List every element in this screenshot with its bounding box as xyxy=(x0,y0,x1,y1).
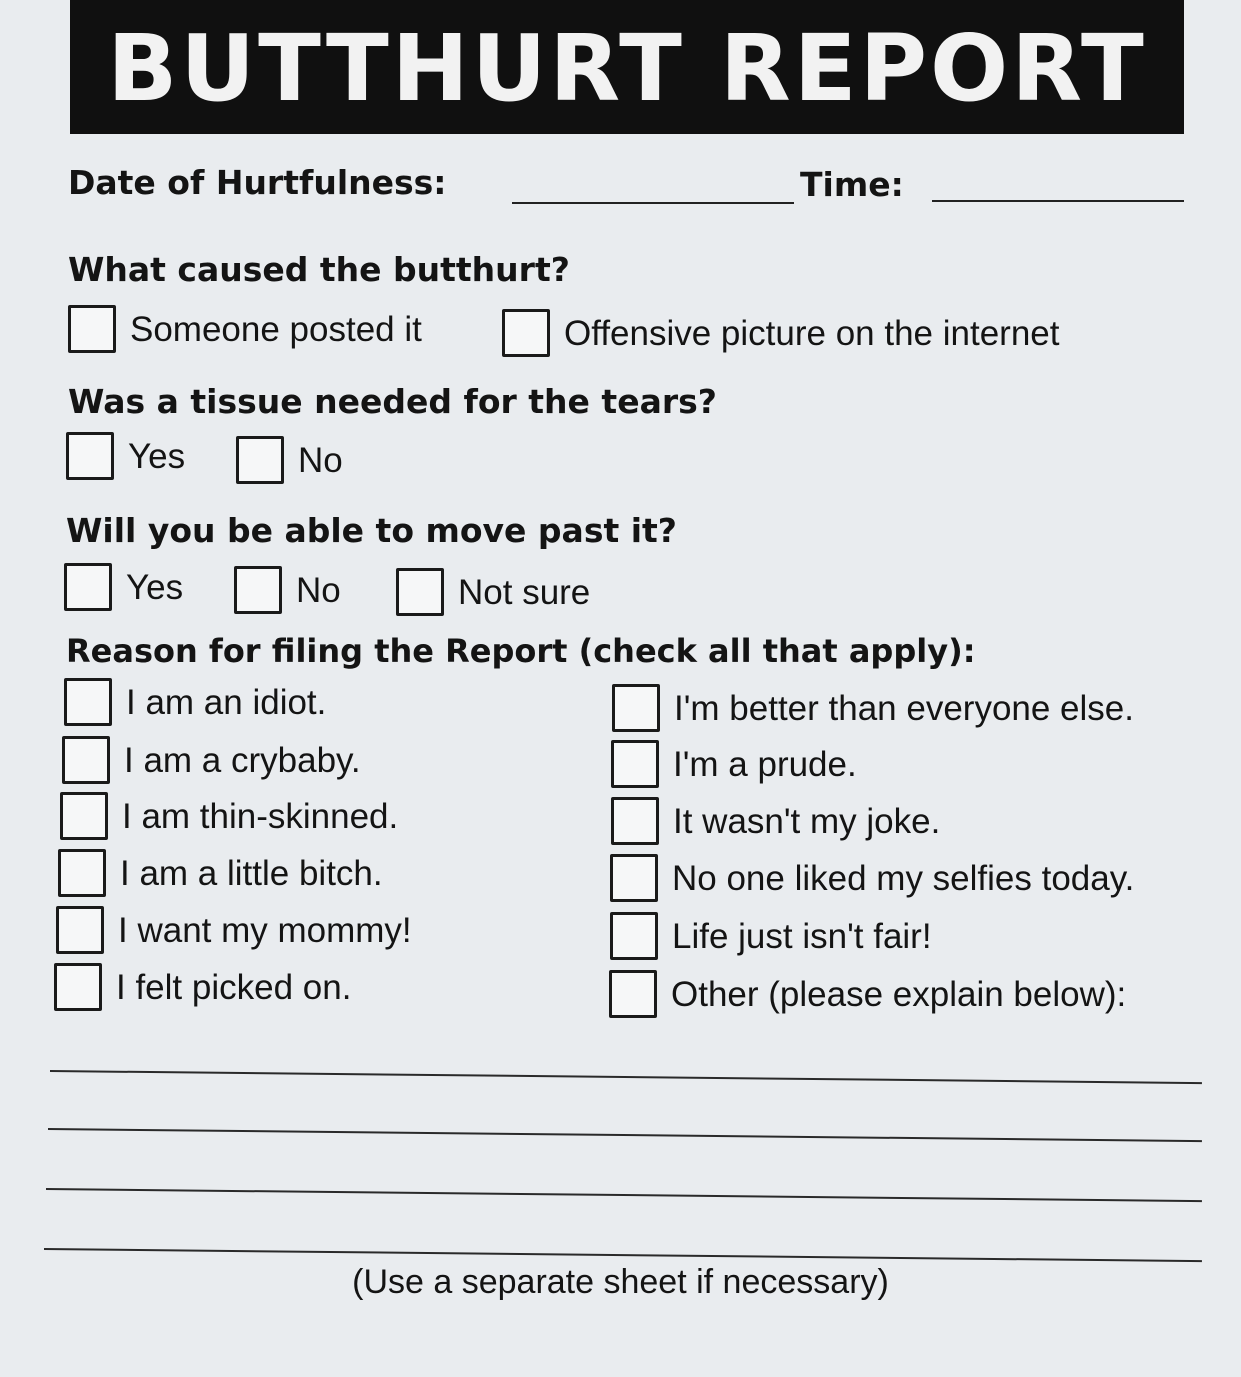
explain-line[interactable] xyxy=(46,1188,1202,1202)
reason-prude[interactable]: I'm a prude. xyxy=(611,740,857,788)
checkbox[interactable] xyxy=(610,854,658,902)
option-tissue-no[interactable]: No xyxy=(236,436,343,484)
question-move-past: Will you be able to move past it? xyxy=(66,511,677,550)
reason-thin-skinned[interactable]: I am thin-skinned. xyxy=(60,792,398,840)
checkbox[interactable] xyxy=(234,566,282,614)
option-someone-posted-it[interactable]: Someone posted it xyxy=(68,305,422,353)
checkbox[interactable] xyxy=(66,432,114,480)
checkbox[interactable] xyxy=(56,906,104,954)
checkbox[interactable] xyxy=(64,678,112,726)
page-title: BUTTHURT REPORT xyxy=(107,15,1147,122)
reason-life-not-fair[interactable]: Life just isn't fair! xyxy=(610,912,932,960)
checkbox[interactable] xyxy=(60,792,108,840)
time-field[interactable] xyxy=(932,200,1184,202)
checkbox[interactable] xyxy=(502,309,550,357)
checkbox[interactable] xyxy=(236,436,284,484)
checkbox[interactable] xyxy=(612,684,660,732)
reason-crybaby[interactable]: I am a crybaby. xyxy=(62,736,361,784)
checkbox[interactable] xyxy=(54,963,102,1011)
reason-not-my-joke[interactable]: It wasn't my joke. xyxy=(611,797,940,845)
reason-want-mommy[interactable]: I want my mommy! xyxy=(56,906,412,954)
time-label: Time: xyxy=(800,165,904,204)
reason-picked-on[interactable]: I felt picked on. xyxy=(54,963,351,1011)
date-field[interactable] xyxy=(512,202,794,204)
checkbox[interactable] xyxy=(396,568,444,616)
explain-line[interactable] xyxy=(48,1128,1202,1142)
date-label: Date of Hurtfulness: xyxy=(68,163,447,202)
checkbox[interactable] xyxy=(611,797,659,845)
reason-other[interactable]: Other (please explain below): xyxy=(609,970,1126,1018)
reason-better-than-everyone[interactable]: I'm better than everyone else. xyxy=(612,684,1134,732)
reason-little-bitch[interactable]: I am a little bitch. xyxy=(58,849,383,897)
explain-line[interactable] xyxy=(50,1070,1202,1084)
reason-selfies[interactable]: No one liked my selfies today. xyxy=(610,854,1134,902)
checkbox[interactable] xyxy=(58,849,106,897)
checkbox[interactable] xyxy=(68,305,116,353)
option-tissue-yes[interactable]: Yes xyxy=(66,432,185,480)
footer-note: (Use a separate sheet if necessary) xyxy=(352,1263,889,1301)
checkbox[interactable] xyxy=(610,912,658,960)
checkbox[interactable] xyxy=(611,740,659,788)
title-banner xyxy=(70,0,1184,134)
checkbox[interactable] xyxy=(609,970,657,1018)
explain-line[interactable] xyxy=(44,1248,1202,1262)
option-move-no[interactable]: No xyxy=(234,566,341,614)
question-tissue: Was a tissue needed for the tears? xyxy=(68,382,717,421)
option-offensive-picture[interactable]: Offensive picture on the internet xyxy=(502,309,1060,357)
option-move-not-sure[interactable]: Not sure xyxy=(396,568,590,616)
question-cause: What caused the butthurt? xyxy=(68,250,570,289)
checkbox[interactable] xyxy=(62,736,110,784)
reason-idiot[interactable]: I am an idiot. xyxy=(64,678,326,726)
option-move-yes[interactable]: Yes xyxy=(64,563,183,611)
checkbox[interactable] xyxy=(64,563,112,611)
reasons-heading: Reason for filing the Report (check all that apply): xyxy=(66,632,976,670)
